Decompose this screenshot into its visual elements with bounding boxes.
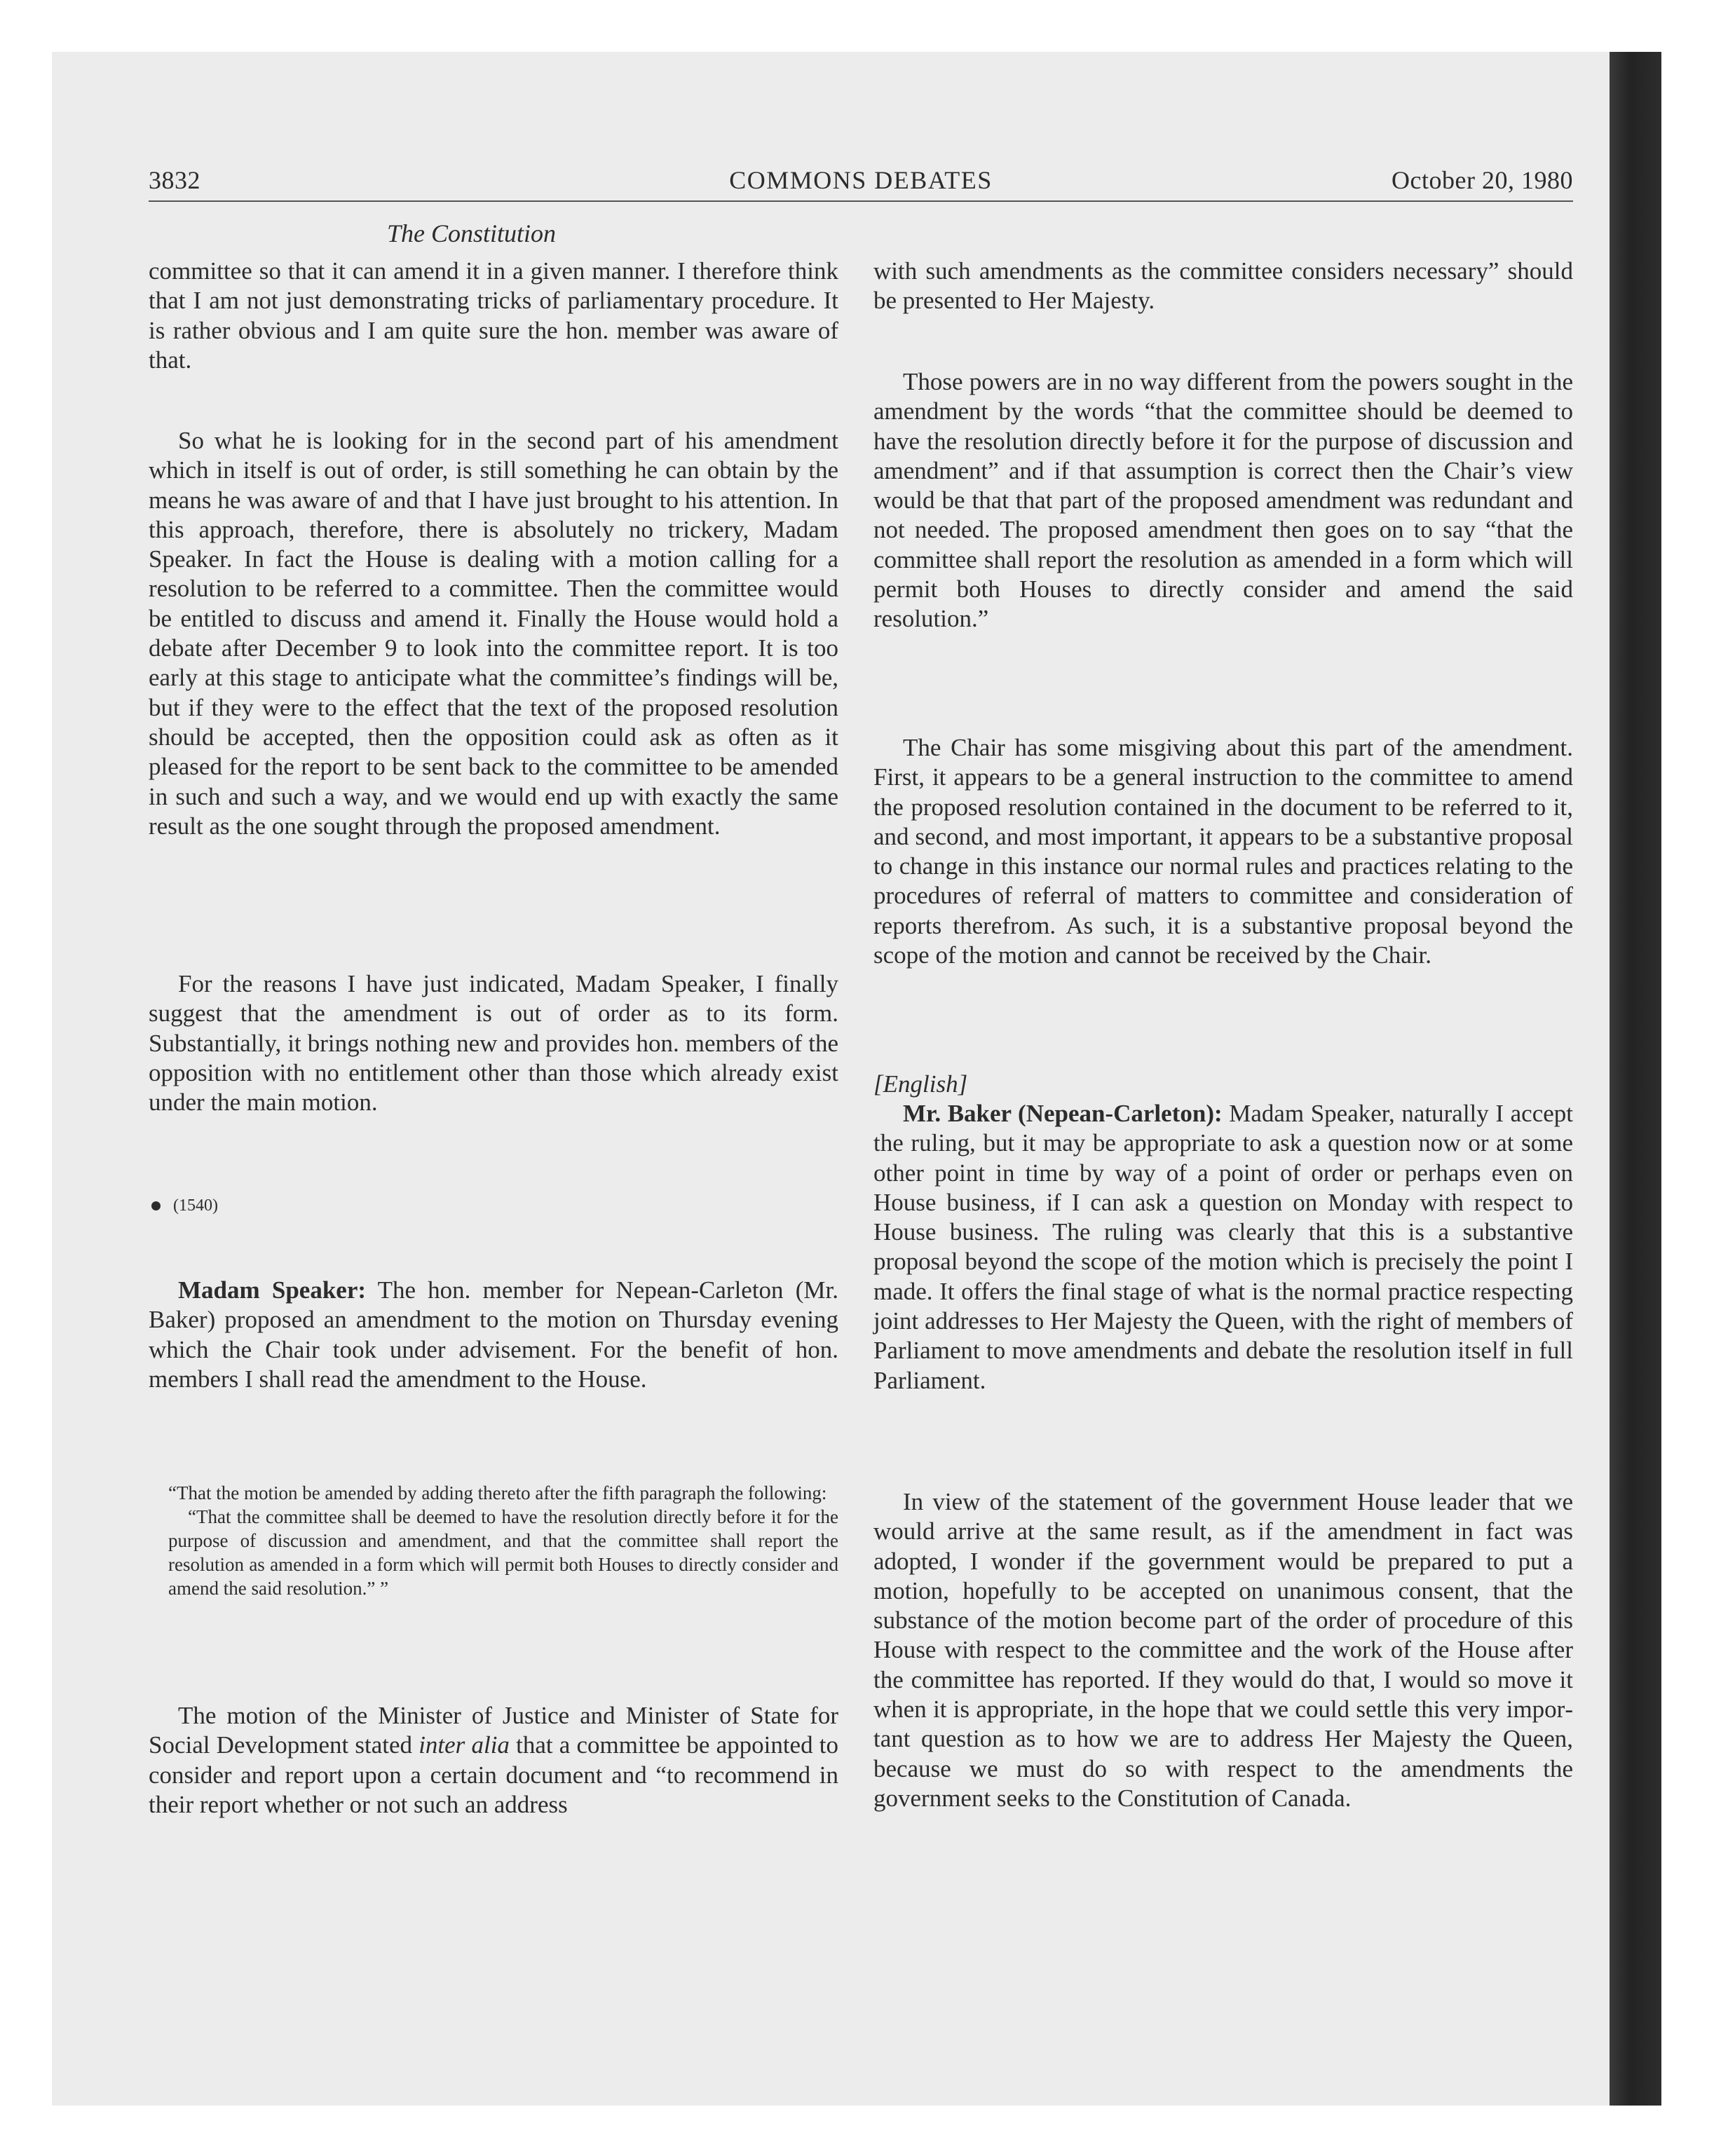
timestamp-marker (151, 1196, 218, 1215)
paragraph-text (149, 1276, 838, 1394)
bullet-icon (151, 1201, 161, 1210)
right-paragraph-3 (873, 733, 1573, 970)
paragraph-text: So what he is looking for in the second part of his amendment which in itself is out of order, is still something he can obtain by the means he was aware of and that I have just brought to his attention. In this approach, therefore, there is absolutely no trickery, Madam Speaker. In fact the House is dealing with a motion calling for a resolution to be referred to a committee. Then the committee would be entitled to discuss and amend it. Finally the House would hold a debate after December 9 to look into the committee report. It is too early at this stage to anticipate what the committee’s findings will be, but if they were to the effect that the text of the proposed resolution should be accepted, then the opposition could ask as often as it pleased for the report to be sent back to the committee to be amended in such and such a way, and we would end up with exactly the same result as the one sought through the proposed amendment. (149, 427, 838, 840)
paragraph-text (149, 1701, 838, 1820)
header-rule (149, 200, 1573, 202)
quote-intro: “That the motion be amended by adding thereto after the fifth paragraph the following: (168, 1482, 827, 1503)
timestamp-text: (1540) (173, 1196, 218, 1215)
paragraph-text: In view of the statement of the government House leader that we would arrive at the same result, as if the amendment in fact was adopted, I wonder if the government would be prepared to put a motion, hopefully to be accepted on unanimous consent, that the substance of the motion become part of the order of procedure of this House with respect to the committee and the work of the House after the committee has reported. If they would do that, I would so move it when it is appropriate, in the hope that we could settle this very important question as to how we are to address Her Majesty the Queen, because we must do so with respect to the amendments the government seeks to the Constitution of Canada. (873, 1488, 1573, 1812)
amendment-quote (149, 1481, 838, 1600)
mr-baker-paragraph (873, 1099, 1573, 1396)
paragraph-text (873, 1099, 1573, 1396)
speech-text: Madam Speaker, naturally I accept the ruling, but it may be appropriate to ask a question now or at some other point in time by way of a point of order or perhaps even on House business, if I can ask a question on Monday with respect to House business. The ruling was clearly that this is a substantive proposal beyond the scope of the motion which is precisely the point I made. It offers the final stage of what is the normal practice respecting joint addresses to Her Majesty the Queen, with the right of members of Parliament to move amendments and debate the resolution itself in full Parliament. (873, 1100, 1573, 1394)
publication-date: October 20, 1980 (1392, 166, 1573, 194)
left-paragraph-5 (149, 1701, 838, 1820)
section-title: The Constitution (387, 219, 557, 247)
paragraph-text: with such amendments as the committee considers necessary” should be presented to Her Majesty. (873, 257, 1573, 315)
left-paragraph-2 (149, 426, 838, 841)
paragraph-text-a: The motion of the Minister of Justice and Minister of State for Social Development stated (149, 1702, 838, 1759)
left-paragraph-1 (149, 257, 838, 375)
running-header (149, 165, 1573, 205)
speaker-name: Mr. Baker (Nepean-Carleton): (903, 1100, 1223, 1127)
paragraph-text: Those powers are in no way different from the powers sought in the amendment by the words “that the committee should be deemed to have the resolution directly before it for the purpose of discussion and amendment” and if that assumption is correct then the Chair’s view would be that that part of the proposed amendment was redundant and not needed. The proposed amendment then goes on to say “that the committee shall report the resolution as amended in a form which will permit both Houses to directly consider and amend the said resolution.” (873, 368, 1573, 633)
right-paragraph-1 (873, 257, 1573, 316)
paragraph-text-b: that a committee be appointed to consider and report upon a certain document and “to recommend in their report whether or not such an address (149, 1731, 838, 1818)
madam-speaker-paragraph (149, 1276, 838, 1394)
latin-phrase: inter alia (419, 1731, 510, 1759)
language-tag (873, 1070, 1573, 1099)
speaker-name: Madam Speaker: (178, 1276, 367, 1304)
right-paragraph-5 (873, 1487, 1573, 1813)
speech-text: The hon. member for Nepean-Carleton (Mr. Baker) proposed an amendment to the motion on Thursday evening which the Chair took under advisement. For the benefit of hon. members I shall read the amendment to the House. (149, 1276, 838, 1393)
quote-body: “That the committee shall be deemed to have the resolution directly before it for the purpose of discussion and amendment, and that the committee shall report the resolution as amended in a form which will permit both Houses to directly consider and amend the said resolution.” ” (168, 1506, 838, 1599)
paragraph-text: For the reasons I have just indicated, Madam Speaker, I finally suggest that the amendment is out of order as to its form. Substantially, it brings nothing new and provides hon. members of the opposition with no entitlement other than those which already exist under the main motion. (149, 970, 838, 1117)
left-paragraph-3 (149, 969, 838, 1117)
paragraph-text: The Chair has some misgiving about this part of the amendment. First, it appears to be a general instruction to the committee to amend the proposed resolution contained in the document to be referred to it, and second, and most important, it appears to be a substantive proposal to change in this instance our normal rules and practices relating to the procedures of referral of matters to committee and consideration of reports therefrom. As such, it is a substantive proposal beyond the scope of the motion and cannot be received by the Chair. (873, 734, 1573, 969)
language-tag-text: [English] (873, 1070, 968, 1098)
page-number: 3832 (149, 166, 200, 194)
scan-binding-edge (1610, 52, 1661, 2106)
paragraph-text: committee so that it can amend it in a given manner. I therefore think that I am not just demonstrating tricks of parliamentary procedure. It is rather obvious and I am quite sure the hon. member was aware of that. (149, 257, 838, 374)
publication-title: COMMONS DEBATES (729, 166, 993, 194)
right-paragraph-2 (873, 367, 1573, 634)
